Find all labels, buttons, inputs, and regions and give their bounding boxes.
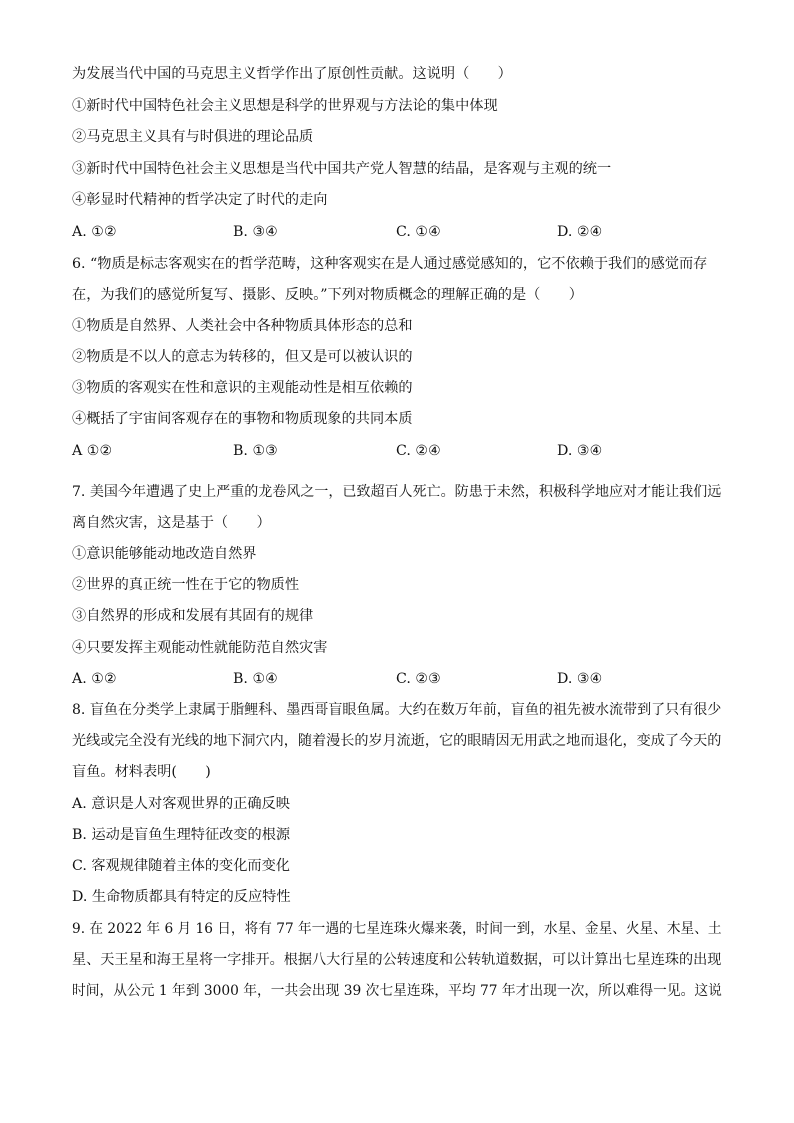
q6-option-b: B. ①③ [233,443,278,459]
q8-stem-line-1: 8. 盲鱼在分类学上隶属于脂鲤科、墨西哥盲眼鱼属。大约在数万年前，盲鱼的祖先被水流带到了只有很少 [72,702,722,718]
q7-stem-line-1: 7. 美国今年遭遇了史上严重的龙卷风之一，已致超百人死亡。防患于未然，积极科学地应对才能让我们远 [72,484,722,500]
q7-option-b: B. ①④ [233,671,278,687]
q7-stem-line-2: 离自然灾害，这是基于（ ） [72,515,271,531]
q5-option-c: C. ①④ [396,224,441,240]
q7-option-c: C. ②③ [396,671,441,687]
q6-statement-3: ③物质的客观实在性和意识的主观能动性是相互依赖的 [72,380,413,396]
q5-statement-1: ①新时代中国特色社会主义思想是科学的世界观与方法论的集中体现 [72,98,498,114]
q7-statement-4: ④只要发挥主观能动性就能防范自然灾害 [72,640,328,656]
q8-choice-c: C. 客观规律随着主体的变化而变化 [72,858,290,874]
q7-option-a: A. ①② [72,671,117,687]
q6-option-d: D. ③④ [557,443,603,459]
q6-option-a: A ①② [72,443,113,459]
q5-statement-4: ④彰显时代精神的哲学决定了时代的走向 [72,192,328,208]
q8-stem-line-3: 盲鱼。材料表明( ) [72,764,211,780]
q7-statement-1: ①意识能够能动地改造自然界 [72,546,257,562]
q5-option-b: B. ③④ [233,224,278,240]
q8-choice-a: A. 意识是人对客观世界的正确反映 [72,796,290,812]
q6-statement-2: ②物质是不以人的意志为转移的，但又是可以被认识的 [72,349,413,365]
q5-option-d: D. ②④ [557,224,603,240]
q6-stem-line-2: 在，为我们的感觉所复写、摄影、反映。”下列对物质概念的理解正确的是（ ） [72,287,583,303]
q6-statement-4: ④概括了宇宙间客观存在的事物和物质现象的共同本质 [72,411,413,427]
q7-statement-3: ③自然界的形成和发展有其固有的规律 [72,608,314,624]
q9-stem-line-3: 时间，从公元 1 年到 3000 年，一共会出现 39 次七星连珠，平均 77 年才出现一次，所以难得一见。这说 [72,983,722,999]
q5-statement-3: ③新时代中国特色社会主义思想是当代中国共产党人智慧的结晶，是客观与主观的统一 [72,161,612,177]
q8-stem-line-2: 光线或完全没有光线的地下洞穴内，随着漫长的岁月流逝，它的眼睛因无用武之地而退化，变成了今天的 [72,733,722,749]
q8-choice-d: D. 生命物质都具有特定的反应特性 [72,889,291,905]
q5-option-a: A. ①② [72,224,117,240]
q9-stem-line-1: 9. 在 2022 年 6 月 16 日，将有 77 年一遇的七星连珠火爆来袭，时间一到，水星、金星、火星、木星、土 [72,921,722,937]
q7-option-d: D. ③④ [557,671,603,687]
q6-option-c: C. ②④ [396,443,441,459]
q9-stem-line-2: 星、天王星和海王星将一字排开。根据八大行星的公转速度和公转轨道数据，可以计算出七星连珠的出现 [72,952,722,968]
q6-stem-line-1: 6. “物质是标志客观实在的哲学范畴，这种客观实在是人通过感觉感知的，它不依赖于我们的感觉而存 [72,256,708,272]
q5-statement-2: ②马克思主义具有与时俱进的理论品质 [72,129,314,145]
q5-stem-tail: 为发展当代中国的马克思主义哲学作出了原创性贡献。这说明（ ） [72,66,512,82]
q6-statement-1: ①物质是自然界、人类社会中各种物质具体形态的总和 [72,318,413,334]
q8-choice-b: B. 运动是盲鱼生理特征改变的根源 [72,827,291,843]
q7-statement-2: ②世界的真正统一性在于它的物质性 [72,577,300,593]
